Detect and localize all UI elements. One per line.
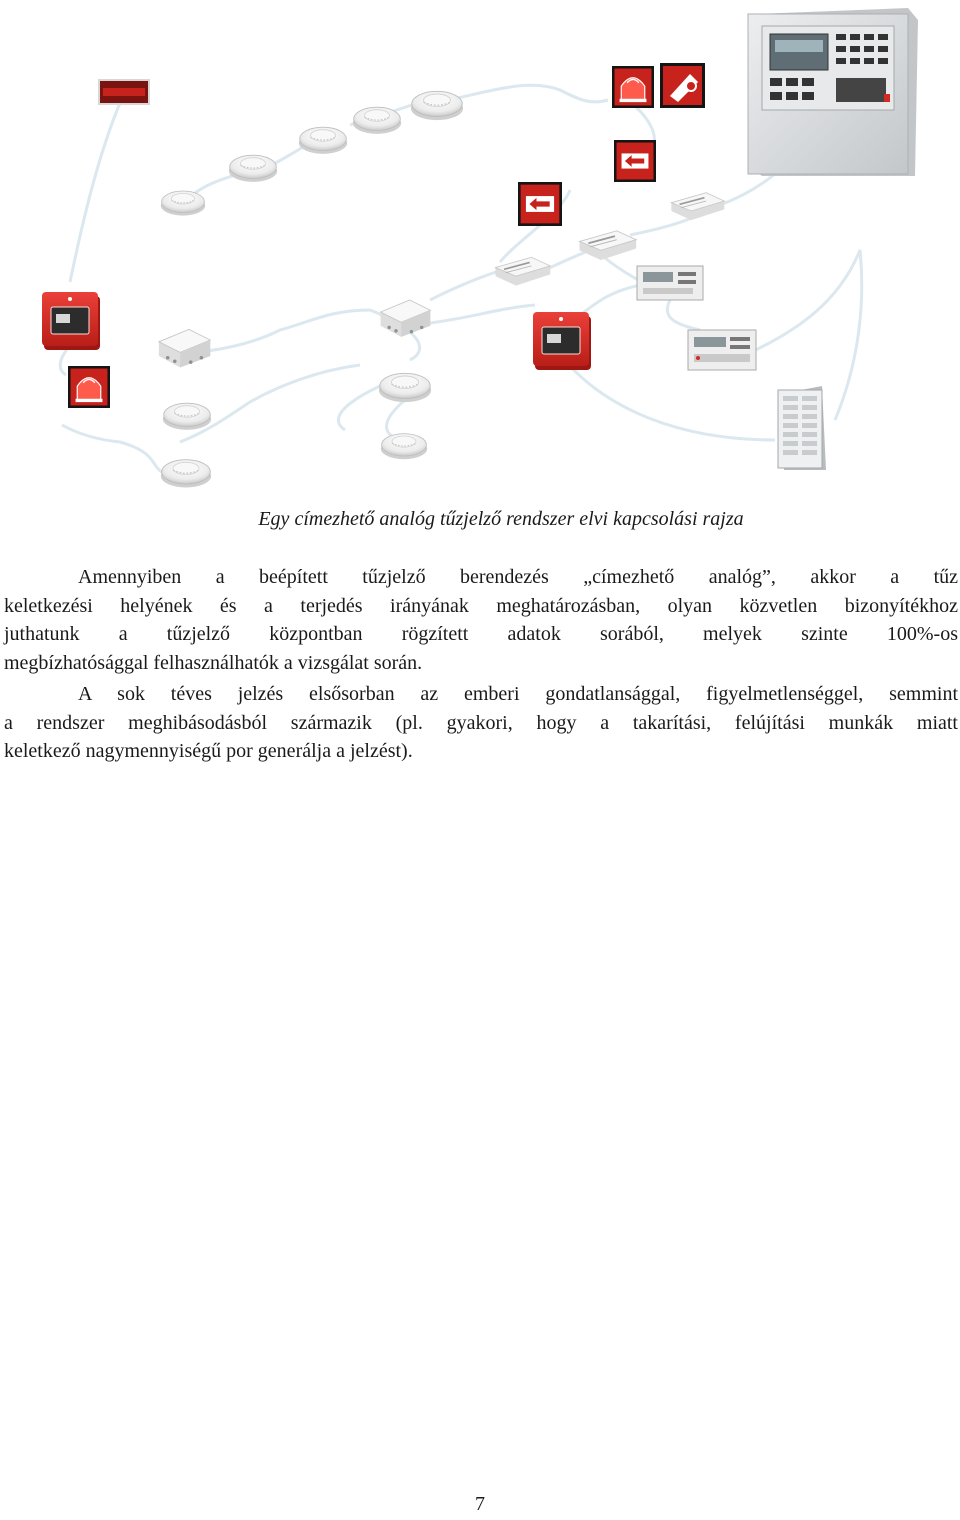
paragraph-2	[4, 680, 958, 766]
fire-alarm-system-diagram	[0, 0, 960, 500]
paragraph-line: megbízhatósággal felhasználhatók a vizsgálat során.	[4, 651, 423, 674]
paragraph-line: A sok téves jelzés elsősorban az emberi gondatlansággal, figyelmetlenséggel, semmint	[78, 683, 958, 705]
figure-caption: Egy címezhető analóg tűzjelző rendszer elvi kapcsolási rajza	[258, 508, 744, 530]
paragraph-line: juthatunk a tűzjelző központban rögzített adatok sorából, melyek szinte 100%-os	[4, 623, 958, 646]
paragraph-1	[4, 563, 958, 677]
exit-sign-icon	[518, 140, 656, 226]
manual-call-point-icon	[42, 292, 591, 370]
sounder-icon	[660, 63, 705, 108]
paragraph-line: keletkező nagymennyiségű por generálja a jelzést).	[4, 740, 413, 763]
status-display-icon	[98, 79, 150, 105]
paragraph-line: a rendszer meghibásodásból származik (pl. gyakori, hogy a takarítási, felújítási munkák miatt	[4, 711, 958, 734]
fire-alarm-panel-icon	[748, 8, 918, 176]
page-number: 7	[475, 1493, 485, 1515]
status-display-icon	[778, 386, 826, 470]
paragraph-line: Amennyiben a beépített tűzjelző berendezés „címezhető analóg”, akkor a tűz	[78, 566, 958, 588]
repeater-panel-icon	[637, 266, 756, 370]
paragraph-line: keletkezési helyének és a terjedés irányának meghatározásban, olyan közvetlen bizonyítékhoz	[4, 594, 958, 617]
